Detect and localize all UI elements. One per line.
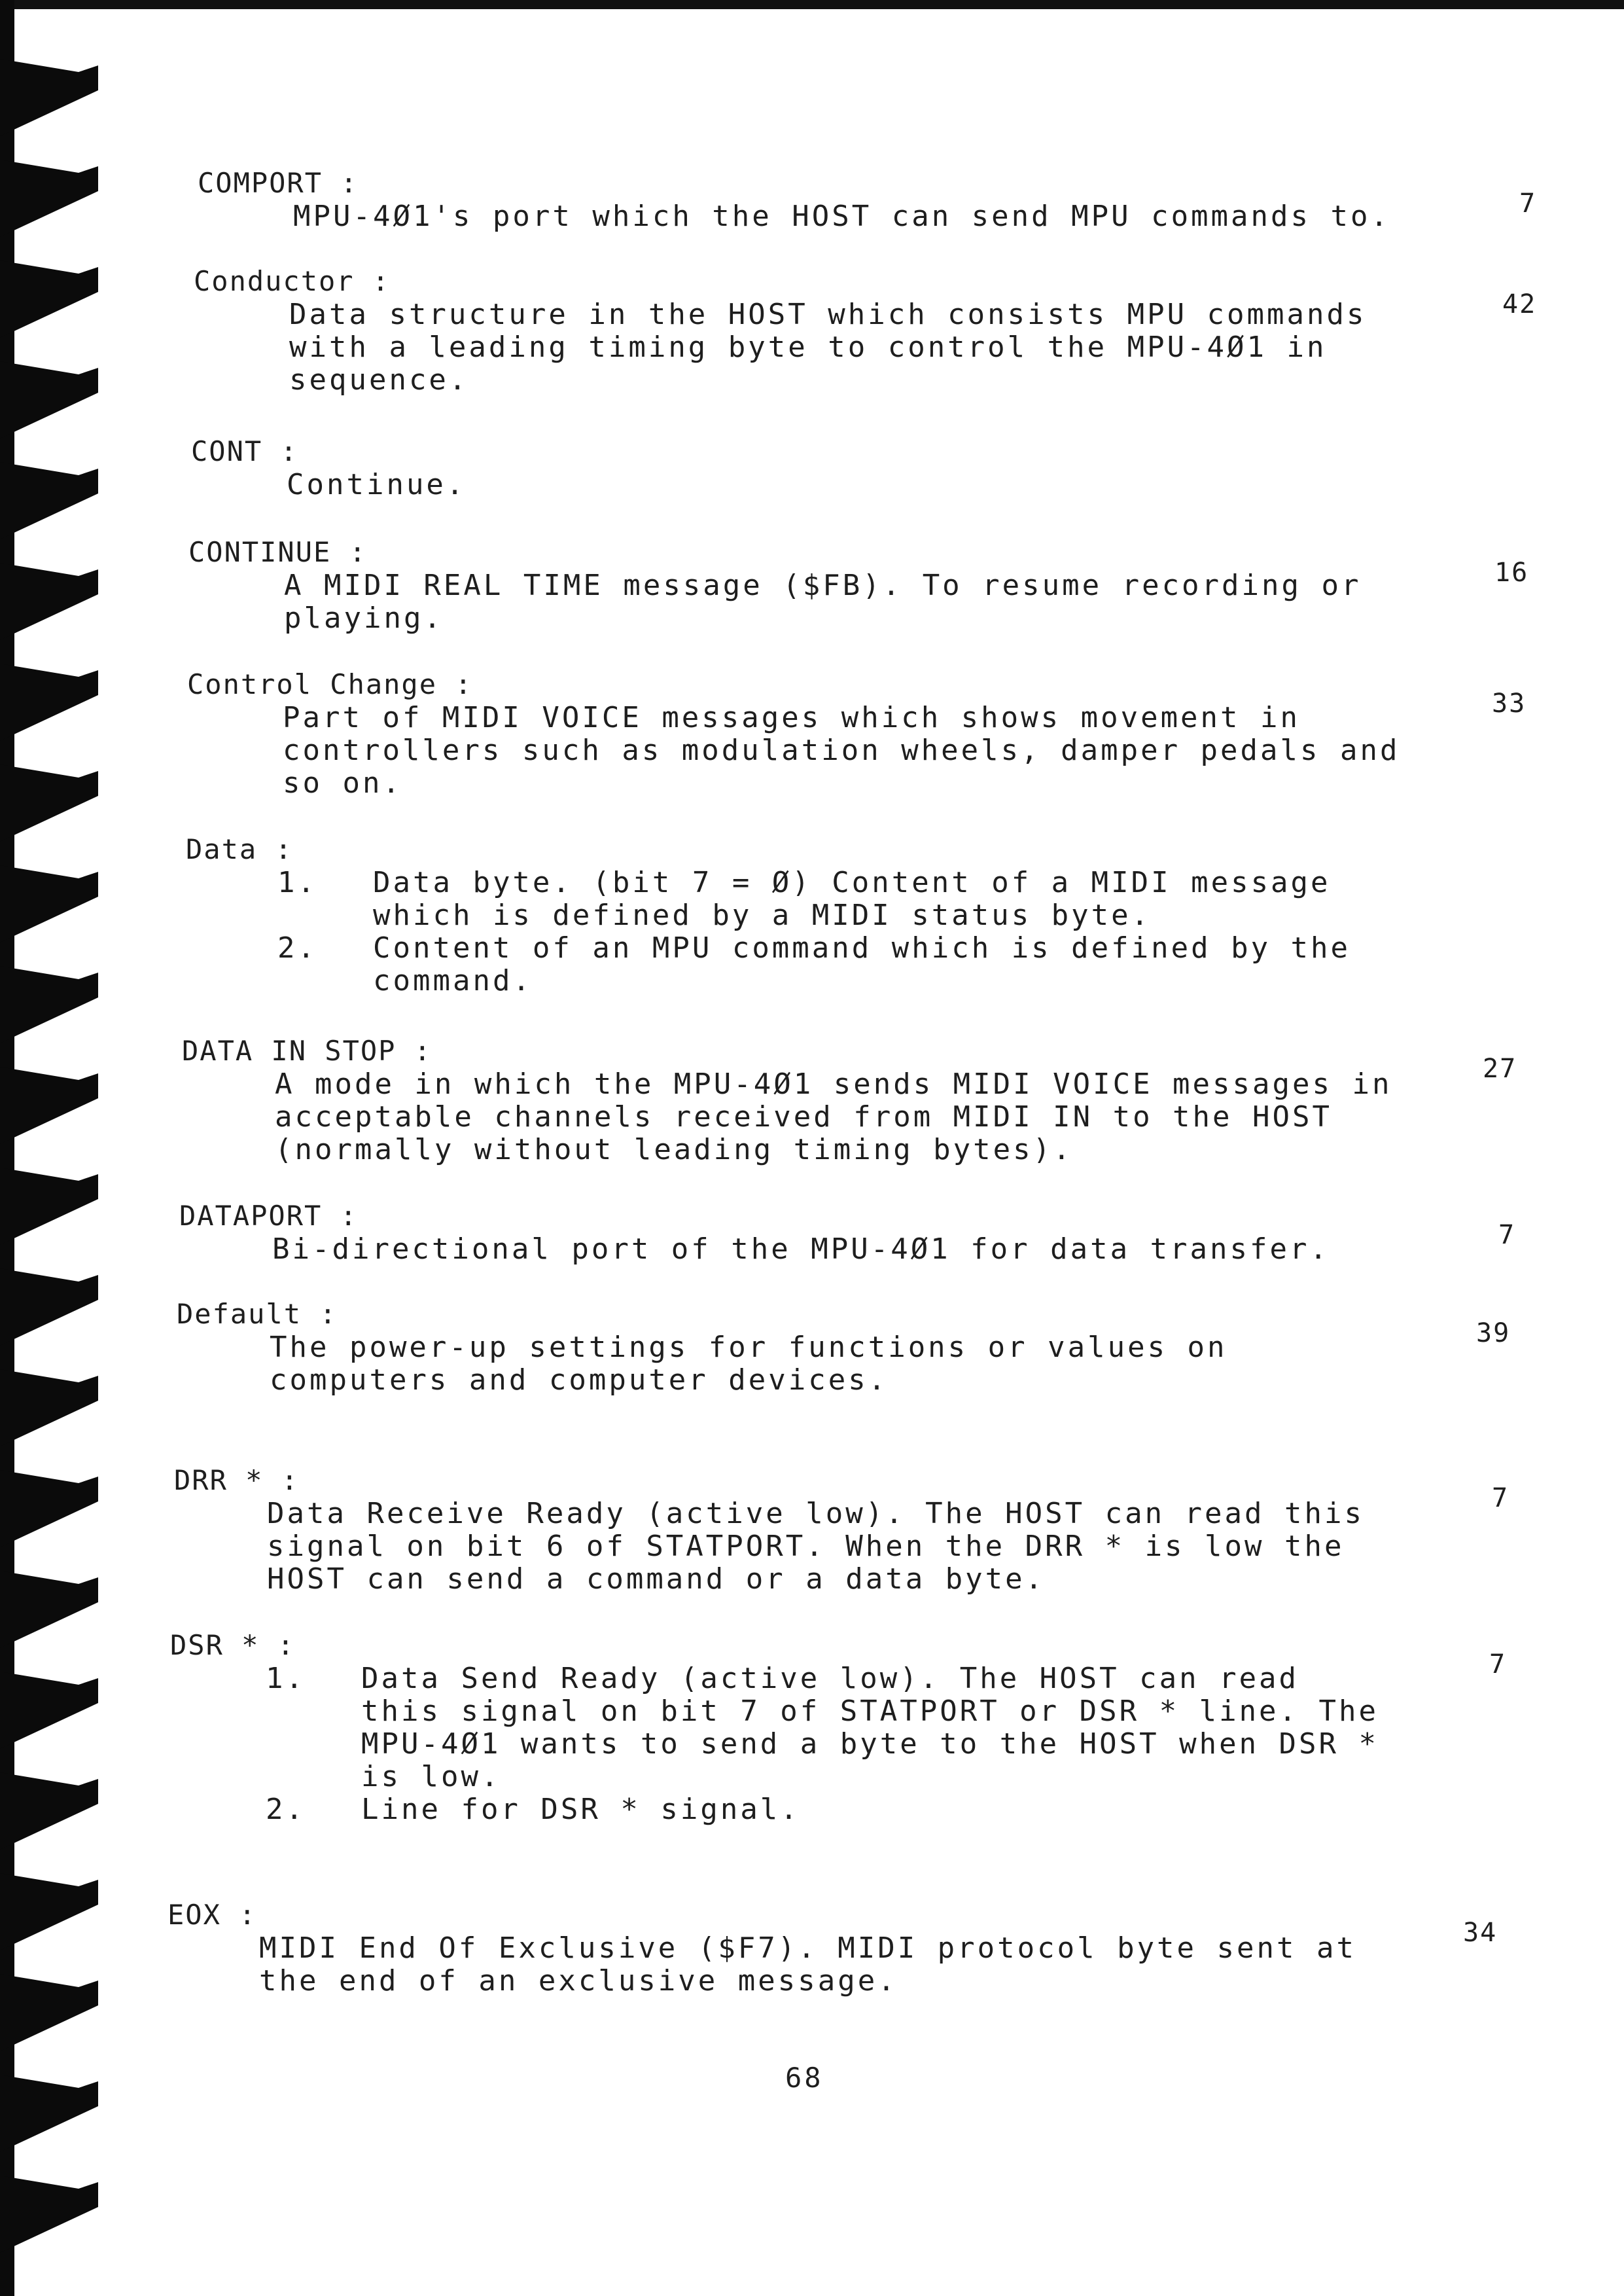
entry-term: DATA IN STOP : [182, 1035, 432, 1067]
glossary-entry-drr [174, 1463, 1417, 1596]
entry-definition [272, 1233, 1422, 1266]
definition-line: is low. [361, 1760, 501, 1793]
entry-definition [289, 298, 1437, 397]
entry-definition [259, 1932, 1411, 1998]
definition-line: command. [373, 964, 533, 997]
definition-line: Line for DSR * signal. [361, 1793, 800, 1826]
item-number: 1. [266, 1662, 306, 1695]
entry-page-ref: 27 [1483, 1054, 1517, 1084]
glossary-entry-data-in-stop [182, 1034, 1425, 1166]
entry-term: DRR * : [174, 1464, 300, 1496]
entry-term: COMPORT : [198, 167, 359, 199]
definition-line: MIDI End Of Exclusive ($F7). MIDI protocol byte sent at [259, 1931, 1356, 1965]
entry-page-ref: 7 [1519, 188, 1537, 219]
entry-term: EOX : [168, 1899, 257, 1931]
definition-line: (normally without leading timing bytes). [275, 1133, 1073, 1166]
entry-definition [287, 469, 1434, 501]
glossary-entry-data [186, 833, 1429, 997]
definition-line: Data byte. (bit 7 = Ø) Content of a MIDI message [373, 866, 1331, 899]
definition-line: playing. [284, 601, 444, 635]
entry-definition [283, 702, 1430, 800]
entry-term: Conductor : [194, 265, 391, 297]
entry-page-ref: 39 [1476, 1318, 1511, 1348]
definition-line: signal on bit 6 of STATPORT. When the DRR * is low the [267, 1530, 1345, 1563]
glossary-entry-continue [188, 535, 1432, 635]
entry-page-ref: 34 [1463, 1918, 1498, 1948]
definition-item [277, 867, 1429, 932]
entry-page-ref: 7 [1489, 1649, 1507, 1679]
definition-line: HOST can send a command or a data byte. [267, 1562, 1046, 1596]
definition-line: Data Receive Ready (active low). The HOST can read this [267, 1497, 1364, 1530]
definition-line: controllers such as modulation wheels, damper pedals and [283, 734, 1400, 767]
entry-definition [275, 1068, 1425, 1166]
definition-item [266, 1793, 1413, 1826]
entry-definition [293, 200, 1441, 233]
definition-line: sequence. [289, 363, 469, 397]
entry-page-ref: 33 [1492, 689, 1527, 719]
definition-line: Content of an MPU command which is defined by the [373, 931, 1351, 965]
definition-list [277, 867, 1429, 997]
definition-line: The power-up settings for functions or values on [270, 1331, 1227, 1364]
definition-line: A mode in which the MPU-4Ø1 sends MIDI VOICE messages in [275, 1067, 1392, 1101]
entry-page-ref: 7 [1492, 1483, 1509, 1513]
definition-item [277, 932, 1429, 997]
definition-line: computers and computer devices. [270, 1363, 889, 1397]
definition-line: Data structure in the HOST which consists MPU commands [289, 298, 1367, 331]
entry-page-ref: 16 [1494, 558, 1529, 588]
item-number: 2. [277, 931, 317, 965]
entry-definition [284, 569, 1432, 635]
glossary-entry-control-change [187, 668, 1430, 800]
definition-item [266, 1662, 1413, 1793]
entry-term: CONTINUE : [188, 536, 367, 568]
definition-line: MPU-4Ø1's port which the HOST can send MPU commands to. [293, 200, 1390, 233]
glossary-entry-eox [168, 1898, 1411, 1998]
page-number: 68 [785, 2062, 824, 2094]
glossary-entry-conductor [194, 264, 1437, 397]
glossary-entry-cont [191, 435, 1434, 501]
item-number: 1. [277, 866, 317, 899]
entry-term: Control Change : [187, 668, 473, 700]
entry-definition [267, 1498, 1417, 1596]
definition-line: so on. [283, 766, 402, 800]
glossary-entry-dataport [179, 1199, 1422, 1266]
definition-line: with a leading timing byte to control the MPU-4Ø1 in [289, 331, 1327, 364]
definition-line: Continue. [287, 468, 467, 501]
definition-line: acceptable channels received from MIDI IN to the HOST [275, 1100, 1332, 1134]
definition-line: Bi-directional port of the MPU-4Ø1 for data transfer. [272, 1232, 1330, 1266]
definition-line: Part of MIDI VOICE messages which shows movement in [283, 701, 1301, 734]
entry-page-ref: 7 [1498, 1220, 1516, 1250]
glossary-entry-default [177, 1297, 1420, 1397]
entry-term: Default : [177, 1298, 338, 1330]
entry-term: CONT : [191, 435, 298, 467]
definition-line: A MIDI REAL TIME message ($FB). To resume recording or [284, 569, 1362, 602]
glossary-entry-comport [198, 166, 1441, 233]
item-number: 2. [266, 1793, 306, 1826]
definition-list [266, 1662, 1413, 1826]
definition-line: the end of an exclusive message. [259, 1964, 898, 1998]
entry-term: DATAPORT : [179, 1200, 358, 1232]
definition-line: Data Send Ready (active low). The HOST can read [361, 1662, 1299, 1695]
entry-page-ref: 42 [1502, 289, 1537, 319]
definition-line: which is defined by a MIDI status byte. [373, 899, 1152, 932]
glossary-entry-dsr [170, 1628, 1413, 1826]
entry-term: Data : [186, 833, 293, 865]
definition-line: MPU-4Ø1 wants to send a byte to the HOST when DSR * [361, 1727, 1379, 1761]
entry-term: DSR * : [170, 1629, 296, 1661]
definition-line: this signal on bit 7 of STATPORT or DSR * line. The [361, 1695, 1379, 1728]
entry-definition [270, 1331, 1420, 1397]
